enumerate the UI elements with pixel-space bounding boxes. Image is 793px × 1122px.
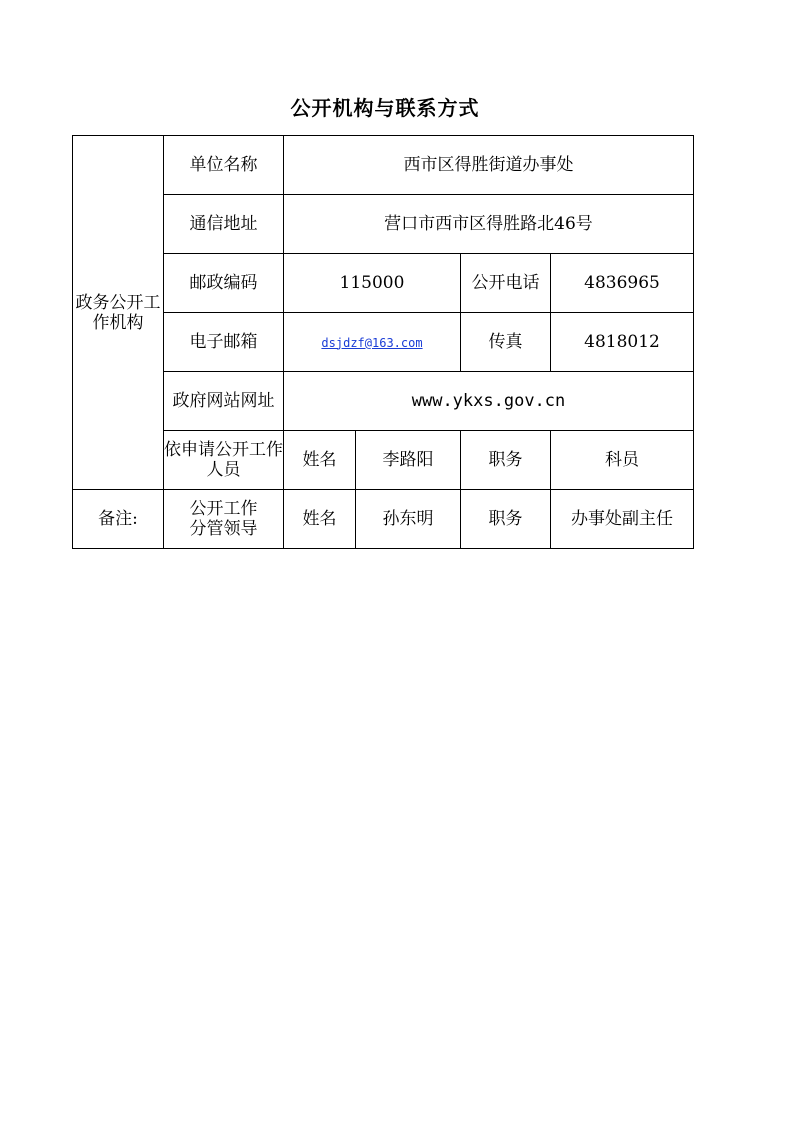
remarks-label: 备注:: [73, 490, 164, 549]
address-label: 通信地址: [164, 195, 284, 254]
leader-name-value: 孙东明: [356, 490, 461, 549]
table-row: [73, 254, 694, 313]
leader-name-label: 姓名: [284, 490, 356, 549]
table-row: [73, 431, 694, 490]
email-cell: [284, 313, 461, 372]
contact-table: [72, 135, 694, 549]
leader-position-value: 办事处副主任: [551, 490, 694, 549]
applicant-name-value: 李路阳: [356, 431, 461, 490]
table-row: [73, 490, 694, 549]
website-value: www.ykxs.gov.cn: [284, 372, 694, 431]
unit-name-label: 单位名称: [164, 136, 284, 195]
postcode-label: 邮政编码: [164, 254, 284, 313]
email-label: 电子邮箱: [164, 313, 284, 372]
email-link[interactable]: dsjdzf@163.com: [321, 335, 423, 350]
applicant-position-label: 职务: [461, 431, 551, 490]
applicant-name-label: 姓名: [284, 431, 356, 490]
fax-label: 传真: [461, 313, 551, 372]
table-row: [73, 313, 694, 372]
applicant-position-value: 科员: [551, 431, 694, 490]
applicant-staff-label: 依申请公开工作人员: [164, 431, 284, 490]
phone-value: 4836965: [551, 254, 694, 313]
leader-position-label: 职务: [461, 490, 551, 549]
table-row: [73, 195, 694, 254]
address-value: 营口市西市区得胜路北46号: [284, 195, 694, 254]
leader-label: 公开工作分管领导: [164, 490, 284, 549]
phone-label: 公开电话: [461, 254, 551, 313]
page-title: 公开机构与联系方式: [290, 96, 480, 120]
table-row: [73, 372, 694, 431]
website-label: 政府网站网址: [164, 372, 284, 431]
unit-name-value: 西市区得胜街道办事处: [284, 136, 694, 195]
postcode-value: 115000: [284, 254, 461, 313]
org-label: 政务公开工作机构: [73, 136, 164, 490]
fax-value: 4818012: [551, 313, 694, 372]
table-row: [73, 136, 694, 195]
